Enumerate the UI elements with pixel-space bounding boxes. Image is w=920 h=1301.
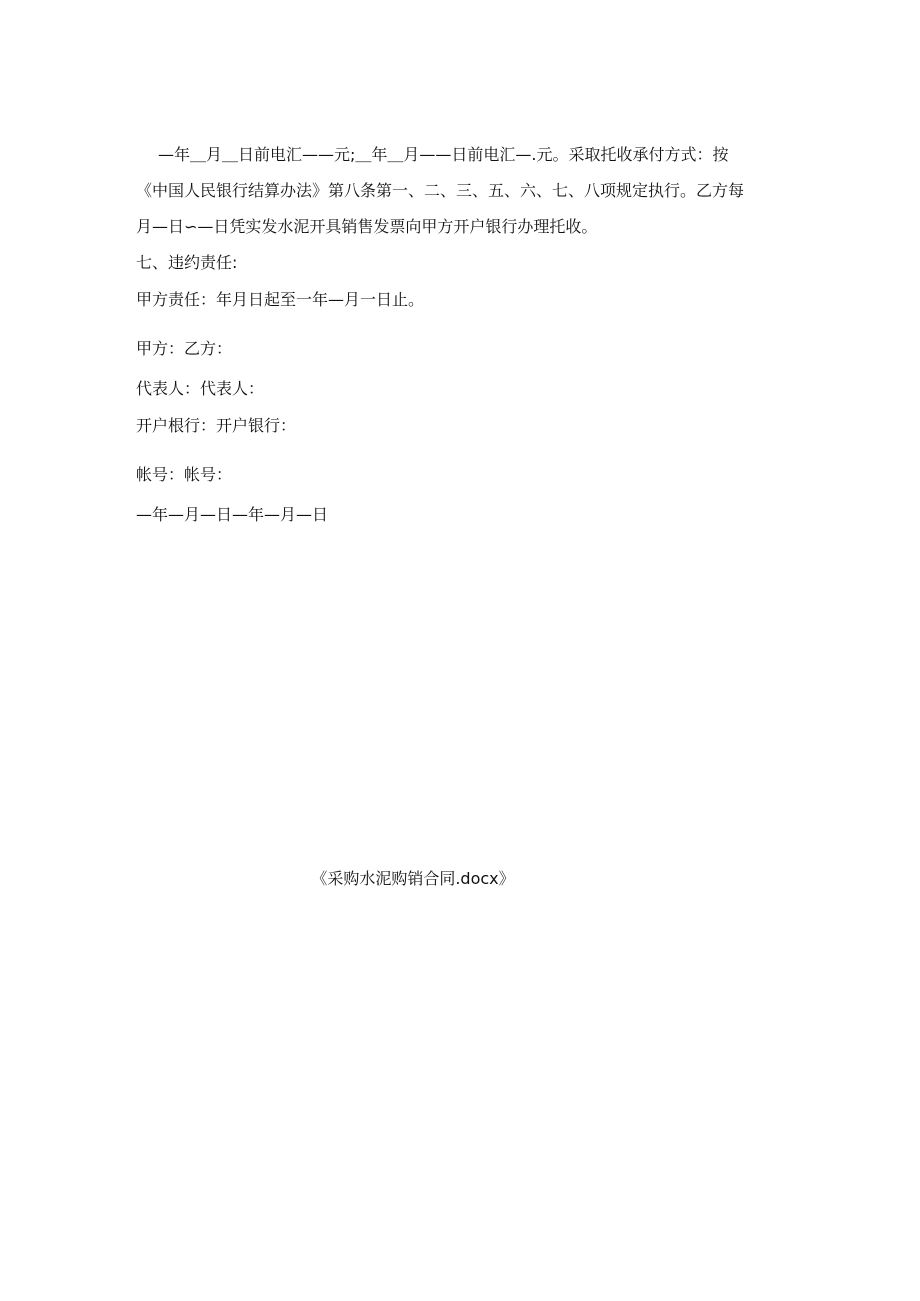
dates-line: —年—月—日—年—月—日 [136, 505, 329, 524]
accounts-line: 帐号：帐号： [136, 465, 233, 484]
footer [0, 866, 920, 889]
section-heading-breach: 七、违约责任: [136, 253, 238, 272]
parties-line: 甲方：乙方： [136, 339, 233, 358]
party-a-liability: 甲方责任：年月日起至一年—月一日止。 [136, 290, 425, 309]
paragraph-line-3: 月—日∽—日凭实发水泥开具销售发票向甲方开户银行办理托收。 [136, 217, 598, 236]
paragraph-line-2: 《中国人民银行结算办法》第八条第一、二、三、五、六、七、八项规定执行。乙方每 [136, 181, 745, 200]
banks-line: 开户根行：开户银行： [136, 416, 297, 435]
paragraph-line-1: —年＿月＿日前电汇——元;＿年＿月——日前电汇—.元。采取托收承付方式：按 [158, 145, 729, 164]
footer-filename: 《采购水泥购销合同.docx》 [311, 869, 515, 888]
representatives-line: 代表人：代表人： [136, 379, 265, 398]
